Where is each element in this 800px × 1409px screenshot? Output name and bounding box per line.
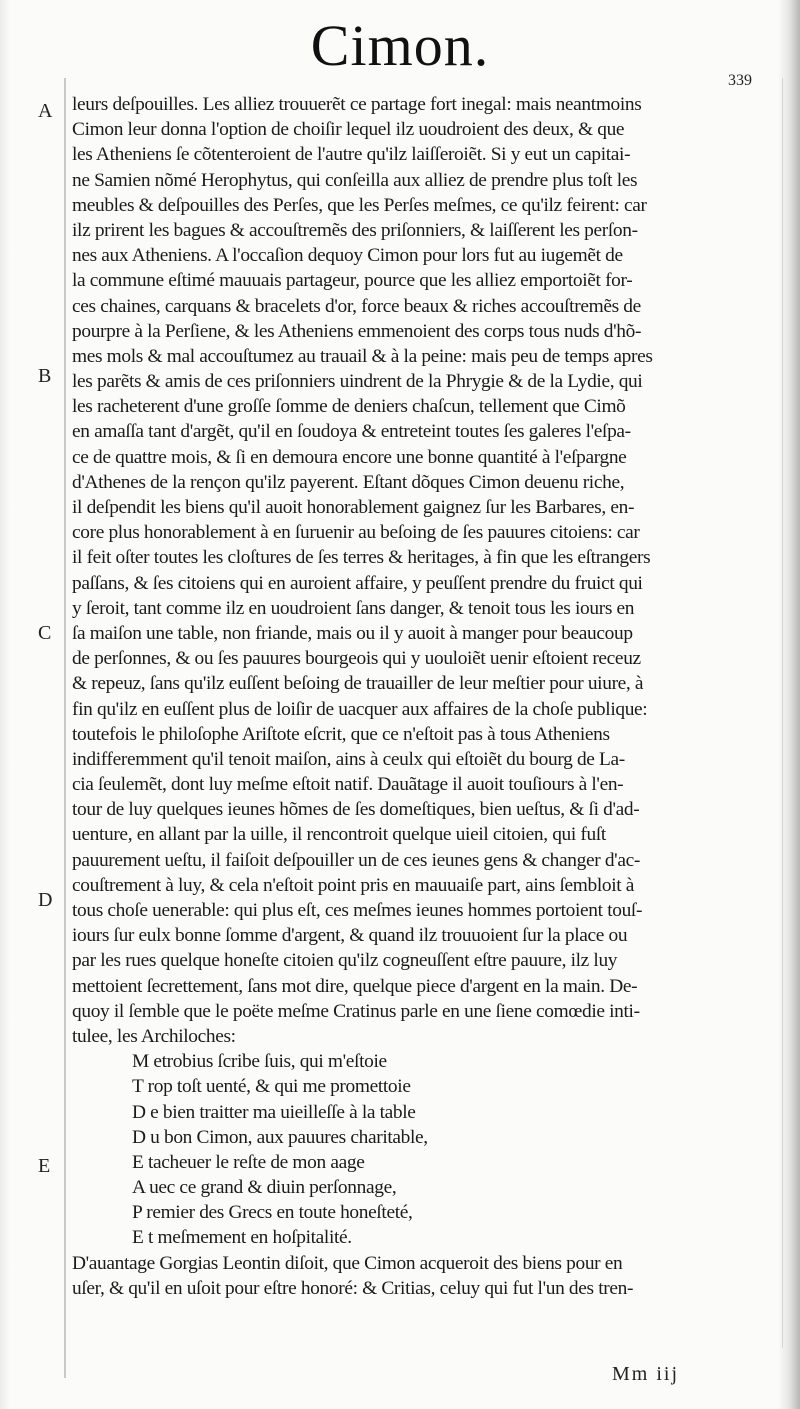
text-line: en amaſſa tant d'argẽt, qu'il en ſoudoya & entreteint toutes ſes galeres l'eſpa- xyxy=(72,421,631,443)
text-line: il feit oſter toutes les cloſtures de ſes terres & heritages, à fin que les eſtrangers xyxy=(72,547,651,569)
margin-letter-b: B xyxy=(38,365,52,387)
text-line: mettoient ſecrettement, ſans mot dire, quelque piece d'argent en la main. De- xyxy=(72,975,638,997)
body-text xyxy=(72,92,772,1301)
text-line: les Atheniens ſe cõtenteroient de l'autre qu'ilz laiſſeroiẽt. Si y eut un capitai- xyxy=(72,144,631,166)
text-line: toutefois le philoſophe Ariſtote eſcrit, que ce n'eſtoit pas à tous Atheniens xyxy=(72,723,610,745)
text-line: uenture, en allant par la uille, il rencontroit quelque uieil citoien, qui fuſt xyxy=(72,824,606,846)
text-line: tour de luy quelques ieunes hõmes de ſes domeſtiques, bien ueſtus, & ſi d'ad- xyxy=(72,799,640,821)
verse-line: D u bon Cimon, aux pauures charitable, xyxy=(132,1126,428,1148)
text-line: iours ſur eulx bonne ſomme d'argent, & quand ilz trouuoient ſur la place ou xyxy=(72,925,628,947)
text-line: quoy il ſemble que le poëte meſme Cratinus parle en une ſiene comœdie inti- xyxy=(72,1000,640,1022)
text-line: & repeuz, ſans qu'ilz euſſent beſoing de trauailler de leur meſtier pour uiure, à xyxy=(72,673,644,695)
text-line: cia ſeulemẽt, dont luy meſme eſtoit natif. Dauãtage il auoit touſiours à l'en- xyxy=(72,774,624,796)
verse-line: P remier des Grecs en toute honeſteté, xyxy=(132,1202,413,1224)
text-line: ilz prirent les bagues & accouſtremẽs des priſonniers, & laiſſerent les perſon- xyxy=(72,219,638,241)
text-line: de perſonnes, & ou ſes pauures bourgeois qui y uouloiẽt uenir eſtoient receuz xyxy=(72,648,641,670)
text-line: pauurement ueſtu, il faiſoit deſpouiller un de ces ieunes gens & changer d'ac- xyxy=(72,849,640,871)
verse-line: M etrobius ſcribe ſuis, qui m'eſtoie xyxy=(132,1051,387,1073)
text-line: nes aux Atheniens. A l'occaſion dequoy Cimon pour lors fut au iugemẽt de xyxy=(72,245,623,267)
text-line: ces chaines, carquans & bracelets d'or, force beaux & riches accouſtremẽs de xyxy=(72,295,641,317)
text-line: meubles & deſpouilles des Perſes, que les Perſes meſmes, ce qu'ilz feirent: car xyxy=(72,194,647,216)
text-line: il deſpendit les biens qu'il auoit honorablement gaignez ſur les Barbares, en- xyxy=(72,497,635,518)
text-line: uſer, & qu'il en uſoit pour eſtre honoré: & Critias, celuy qui fut l'un des tren- xyxy=(72,1277,634,1299)
text-line: couſtrement à luy, & cela n'eſtoit point pris en mauuaiſe part, ains ſembloit à xyxy=(72,874,635,896)
verse-line: D e bien traitter ma uieilleſſe à la table xyxy=(132,1101,416,1123)
text-line: ſa maiſon une table, non friande, mais ou il y auoit à manger pour beaucoup xyxy=(72,622,633,644)
verse-line: E t meſmement en hoſpitalité. xyxy=(132,1227,352,1249)
margin-rule-right xyxy=(782,78,783,1348)
text-line: ne Samien nõmé Herophytus, qui conſeilla aux alliez de prendre plus toſt les xyxy=(72,169,638,191)
page-number: 339 xyxy=(728,72,752,89)
text-line: Cimon leur donna l'option de choiſir lequel ilz uoudroient des deux, & que xyxy=(72,119,625,141)
verse-line: T rop toſt uenté, & qui me promettoie xyxy=(132,1076,411,1098)
margin-letter-d: D xyxy=(38,889,53,911)
margin-letter-a: A xyxy=(38,100,53,122)
text-line: pourpre à la Perſiene, & les Atheniens emmenoient des corps tous nuds d'hõ- xyxy=(72,320,642,342)
text-line: y ſeroit, tant comme ilz en uoudroient ſans danger, & tenoit tous les iours en xyxy=(72,597,635,619)
text-line: les parẽts & amis de ces priſonniers uindrent de la Phrygie & de la Lydie, qui xyxy=(72,371,643,393)
margin-rule xyxy=(64,78,66,1378)
text-line: core plus honorablement à en ſuruenir au beſoing de ſes pauures citoiens: car xyxy=(72,522,640,544)
verse-line: E tacheuer le reſte de mon aage xyxy=(132,1151,365,1173)
margin-letter-c: C xyxy=(38,622,52,644)
text-line: tulee, les Archiloches: xyxy=(72,1025,236,1047)
text-line: indifferemment qu'il tenoit maiſon, ains à ceulx qui eſtoiẽt du bourg de La- xyxy=(72,748,625,770)
text-line: mes mols & mal accouſtumez au trauail & à la peine: mais peu de temps apres xyxy=(72,345,653,367)
text-line: tous choſe uenerable: qui plus eſt, ces meſmes ieunes hommes portoient touſ- xyxy=(72,900,643,921)
text-line: ce de quattre mois, & ſi en demoura encore une bonne quantité à l'eſpargne xyxy=(72,446,627,468)
text-line: par les rues quelque honeſte citoien qu'ilz cogneuſſent eſtre pauure, ilz luy xyxy=(72,950,618,972)
text-line: d'Athenes de la rençon qu'ilz payerent. Eſtant dõques Cimon deuenu riche, xyxy=(72,471,625,493)
text-line: leurs deſpouilles. Les alliez trouuerẽt ce partage fort inegal: mais neantmoins xyxy=(72,94,642,115)
text-line: la commune eſtimé mauuais partageur, pource que les alliez emportoiẽt for- xyxy=(72,270,633,292)
text-line: fin qu'ilz en euſſent plus de loiſir de uacquer aux affaires de la choſe publique: xyxy=(72,698,648,720)
text-line: D'auantage Gorgias Leontin diſoit, que Cimon acqueroit des biens pour en xyxy=(72,1252,623,1274)
verse-line: A uec ce grand & diuin perſonnage, xyxy=(132,1177,397,1199)
text-line: les racheterent d'une groſſe ſomme de deniers chaſcun, tellement que Cimõ xyxy=(72,396,626,418)
page-edge-shadow xyxy=(0,0,10,1409)
text-line: paſſans, & ſes citoiens qui en auroient affaire, y peuſſent prendre du fruict qui xyxy=(72,572,643,594)
signature-mark: Mm iij xyxy=(612,1363,680,1385)
margin-letter-e: E xyxy=(38,1155,51,1177)
running-head: Cimon. xyxy=(310,13,490,78)
